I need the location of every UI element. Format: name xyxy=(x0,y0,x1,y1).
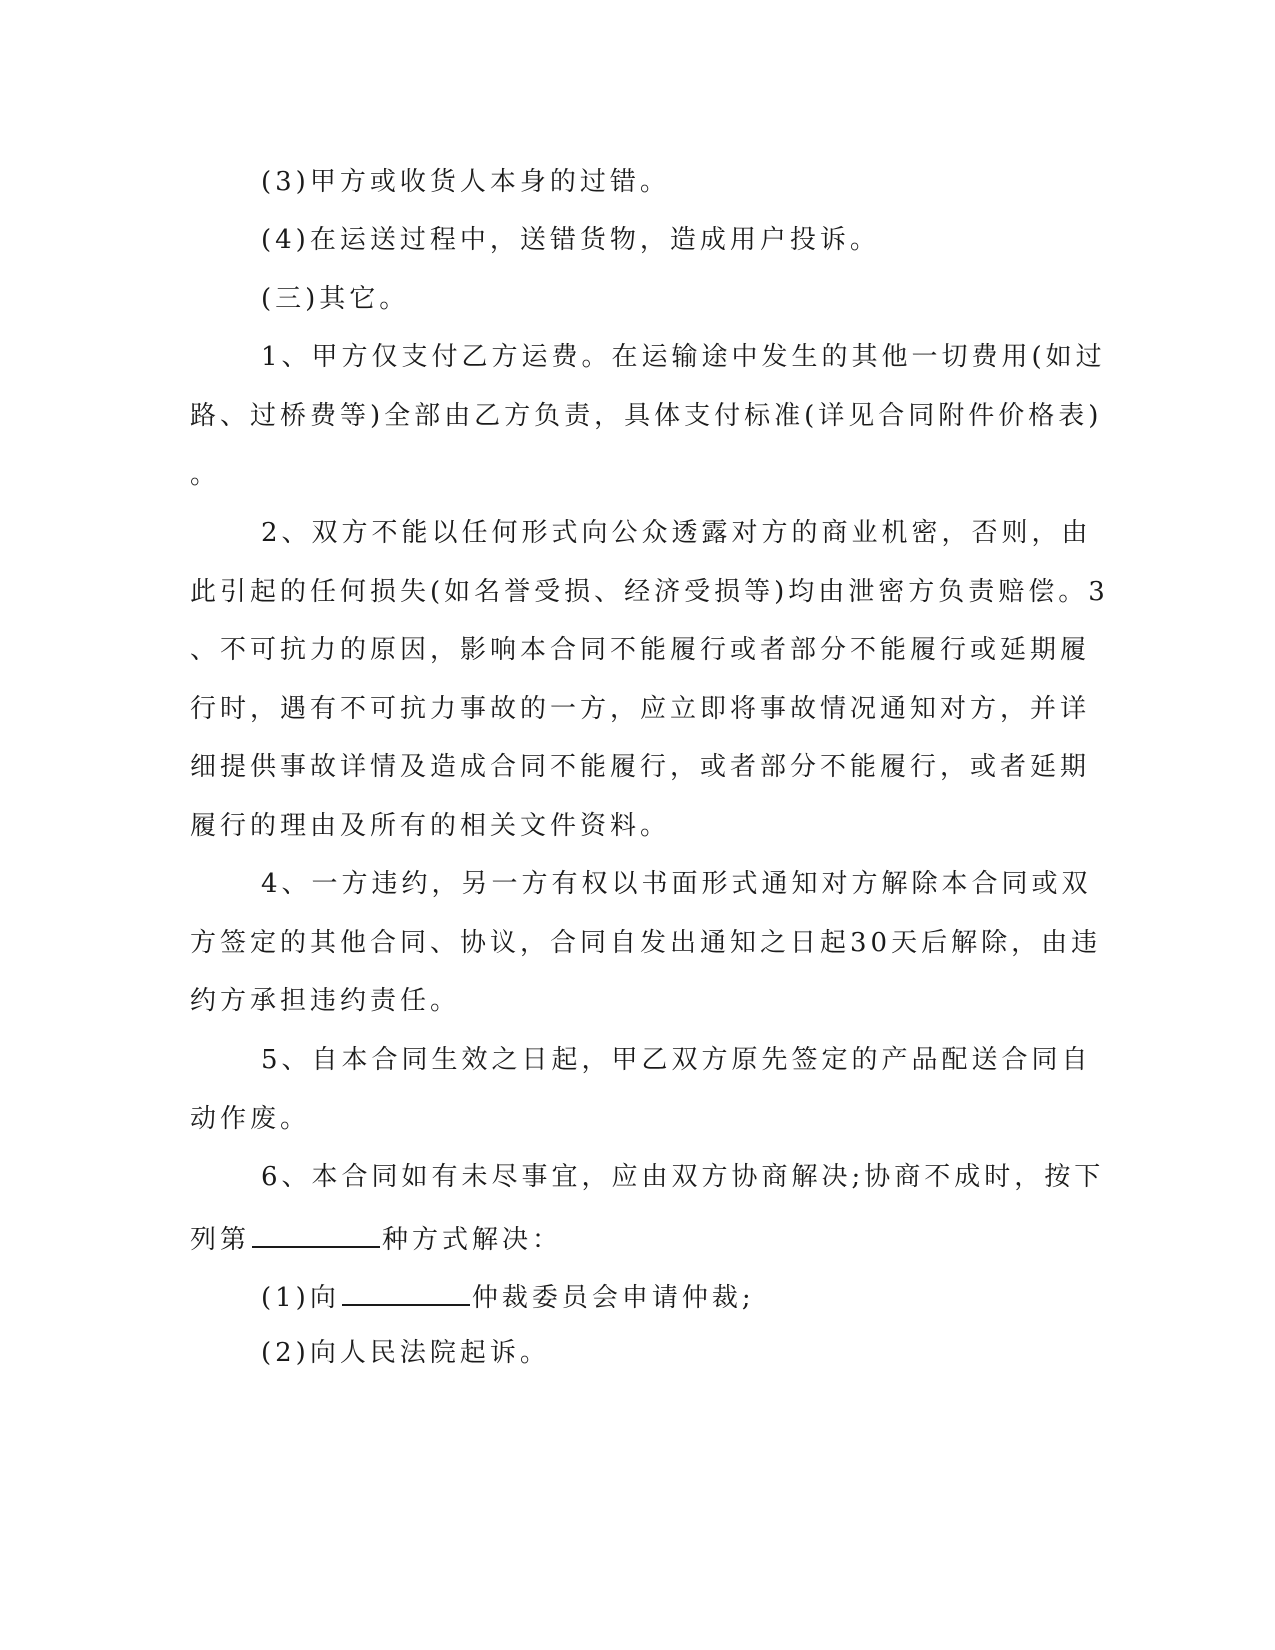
paragraph-line: 4、一方违约，另一方有权以书面形式通知对方解除本合同或双 xyxy=(261,869,1092,899)
paragraph-line: 6、本合同如有未尽事宜，应由双方协商解决;协商不成时，按下 xyxy=(261,1162,1105,1192)
arbitration-line xyxy=(261,1274,1070,1314)
paragraph-line: 。 xyxy=(190,460,221,490)
paragraph-line: 路、过桥费等)全部由乙方负责，具体支付标准(详见合同附件价格表) xyxy=(190,401,1103,431)
arbitration-prefix: (1)向 xyxy=(261,1283,340,1313)
paragraph-line: 2、双方不能以任何形式向公众透露对方的商业机密，否则，由 xyxy=(261,518,1092,548)
paragraph-line: 行时，遇有不可抗力事故的一方，应立即将事故情况通知对方，并详 xyxy=(190,694,1091,724)
paragraph-line: 方签定的其他合同、协议，合同自发出通知之日起30天后解除，由违 xyxy=(190,928,1102,958)
paragraph-line: 5、自本合同生效之日起，甲乙双方原先签定的产品配送合同自 xyxy=(261,1045,1092,1075)
paragraph-line: 此引起的任何损失(如名誉受损、经济受损等)均由泄密方负责赔偿。3 xyxy=(190,577,1109,607)
method-choice-line xyxy=(190,1216,1070,1256)
method-number-blank[interactable] xyxy=(252,1216,380,1248)
litigation-line: (2)向人民法院起诉。 xyxy=(261,1338,550,1368)
paragraph-line: (三)其它。 xyxy=(261,284,410,314)
paragraph-line: 细提供事故详情及造成合同不能履行，或者部分不能履行，或者延期 xyxy=(190,752,1091,782)
paragraph-line: (3)甲方或收货人本身的过错。 xyxy=(261,167,670,197)
method-choice-suffix: 种方式解决： xyxy=(382,1225,563,1255)
paragraph-line: (4)在运送过程中，送错货物，造成用户投诉。 xyxy=(261,225,880,255)
method-choice-prefix: 列第 xyxy=(190,1225,251,1255)
paragraph-line: 、不可抗力的原因，影响本合同不能履行或者部分不能履行或延期履 xyxy=(190,635,1091,665)
arbitration-suffix: 仲裁委员会申请仲裁; xyxy=(471,1283,755,1313)
paragraph-line: 约方承担违约责任。 xyxy=(190,986,461,1016)
paragraph-line: 动作废。 xyxy=(190,1104,311,1134)
arbitration-committee-blank[interactable] xyxy=(342,1274,470,1306)
paragraph-line: 履行的理由及所有的相关文件资料。 xyxy=(190,811,671,841)
paragraph-line: 1、甲方仅支付乙方运费。在运输途中发生的其他一切费用(如过 xyxy=(261,342,1106,372)
